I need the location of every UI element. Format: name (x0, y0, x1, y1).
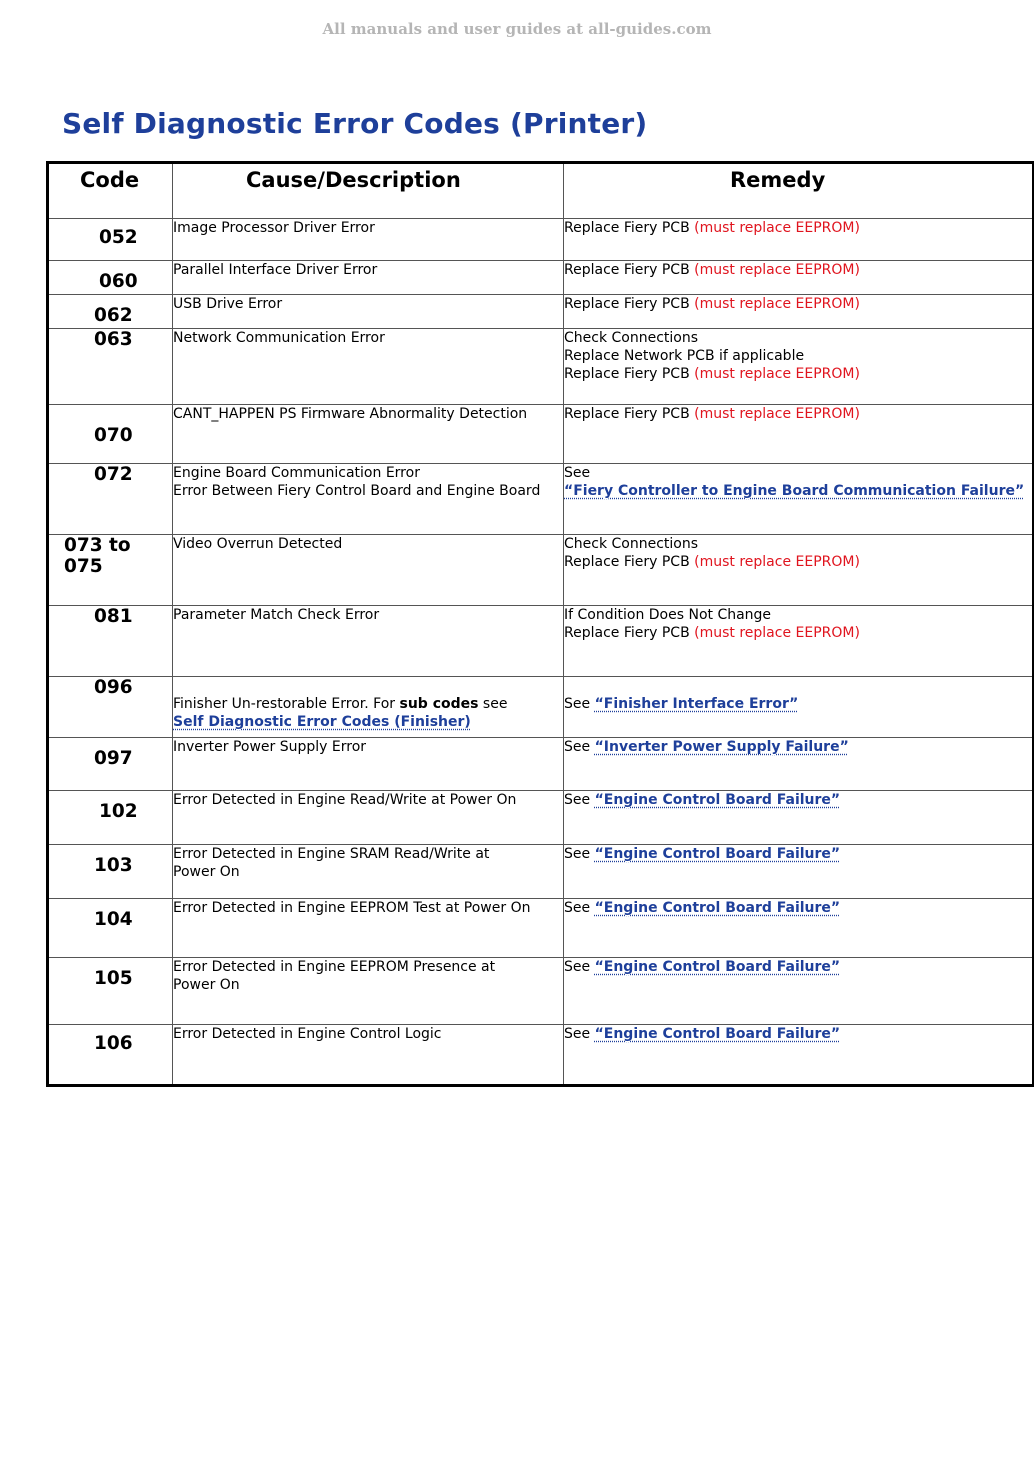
cause-text: Parameter Match Check Error (173, 607, 380, 623)
cause-text: Error Detected in Engine SRAM Read/Write at (173, 846, 490, 862)
remedy-cell (564, 405, 1034, 464)
error-code: 062 (94, 305, 133, 326)
remedy-line (564, 899, 1032, 917)
remedy-note: (must replace EEPROM) (694, 554, 860, 570)
remedy-note: (must replace EEPROM) (694, 220, 860, 236)
remedy-line (564, 405, 1032, 423)
remedy-text: Replace Fiery PCB (564, 366, 690, 382)
cause-cell (173, 329, 564, 405)
remedy-cell (564, 606, 1034, 677)
code-cell (48, 329, 173, 405)
cause-cell (173, 535, 564, 606)
table-row (48, 261, 1034, 295)
remedy-cell (564, 535, 1034, 606)
remedy-text: Check Connections (564, 330, 699, 346)
code-cell (48, 295, 173, 329)
table-row (48, 791, 1034, 845)
remedy-cell (564, 899, 1034, 958)
cause-cell (173, 606, 564, 677)
finisher-codes-link[interactable]: Self Diagnostic Error Codes (Finisher) (173, 714, 471, 730)
cause-text: Error Detected in Engine Read/Write at Power On (173, 792, 517, 808)
remedy-link[interactable]: “Engine Control Board Failure” (594, 1026, 841, 1042)
error-codes-table (46, 161, 1034, 1087)
cause-text: CANT_HAPPEN PS Firmware Abnormality Detection (173, 406, 528, 422)
cause-cell (173, 677, 564, 738)
error-code: 105 (94, 968, 133, 989)
cause-suffix: see (478, 696, 508, 712)
remedy-text: Replace Fiery PCB (564, 262, 690, 278)
cause-bold: sub codes (399, 696, 479, 712)
cause-text: Image Processor Driver Error (173, 220, 375, 236)
cause-cell (173, 845, 564, 899)
error-code: 072 (94, 464, 133, 485)
remedy-line (564, 1025, 1032, 1043)
cause-text: Network Communication Error (173, 330, 385, 346)
remedy-link[interactable]: “Fiery Controller to Engine Board Communication Failure” (564, 483, 1025, 499)
remedy-line (564, 695, 1032, 713)
see-label: See (564, 959, 591, 975)
cause-prefix: Finisher Un-restorable Error. For (173, 696, 400, 712)
cause-cell (173, 899, 564, 958)
remedy-text: Replace Fiery PCB (564, 296, 690, 312)
error-code: 106 (94, 1033, 133, 1054)
table-row (48, 405, 1034, 464)
code-cell (48, 606, 173, 677)
table-row (48, 677, 1034, 738)
error-code: 070 (94, 425, 133, 446)
remedy-cell (564, 329, 1034, 405)
remedy-line (564, 791, 1032, 809)
remedy-text: Replace Fiery PCB (564, 406, 690, 422)
remedy-text: Check Connections (564, 536, 699, 552)
see-label: See (564, 846, 591, 862)
table-row (48, 899, 1034, 958)
table-row (48, 464, 1034, 535)
error-code: 063 (94, 329, 133, 350)
cause-text: USB Drive Error (173, 296, 283, 312)
table-row (48, 295, 1034, 329)
error-code: 102 (99, 801, 138, 822)
cause-cell (173, 791, 564, 845)
cause-text: Parallel Interface Driver Error (173, 262, 378, 278)
cause-text (173, 695, 563, 713)
code-cell (48, 405, 173, 464)
remedy-line (564, 738, 1032, 756)
cause-text: Inverter Power Supply Error (173, 739, 367, 755)
cause-text: Engine Board Communication Error (173, 465, 420, 481)
column-header-cause: Cause/Description (173, 163, 564, 219)
cause-cell (173, 261, 564, 295)
table-row (48, 219, 1034, 261)
code-cell (48, 845, 173, 899)
see-label: See (564, 900, 591, 916)
remedy-cell (564, 1025, 1034, 1086)
table-row (48, 738, 1034, 791)
remedy-cell (564, 791, 1034, 845)
code-cell (48, 464, 173, 535)
cause-cell (173, 738, 564, 791)
see-label: See (564, 465, 591, 481)
code-cell (48, 219, 173, 261)
cause-text: Power On (173, 977, 240, 993)
remedy-link[interactable]: “Engine Control Board Failure” (594, 900, 841, 916)
cause-cell (173, 464, 564, 535)
remedy-line (564, 219, 1032, 237)
cause-cell (173, 1025, 564, 1086)
remedy-line (564, 845, 1032, 863)
table-row (48, 535, 1034, 606)
cause-text: Error Detected in Engine Control Logic (173, 1026, 442, 1042)
remedy-text: Replace Network PCB if applicable (564, 348, 805, 364)
see-label: See (564, 792, 591, 808)
cause-text: Error Detected in Engine EEPROM Presence at (173, 959, 496, 975)
remedy-text: Replace Fiery PCB (564, 220, 690, 236)
remedy-text: If Condition Does Not Change (564, 607, 772, 623)
column-header-code: Code (48, 163, 173, 219)
cause-link-line (173, 713, 563, 731)
remedy-note: (must replace EEPROM) (694, 406, 860, 422)
remedy-cell (564, 219, 1034, 261)
see-label: See (564, 739, 591, 755)
remedy-line (564, 553, 1032, 571)
remedy-line (564, 464, 1032, 482)
cause-text: Video Overrun Detected (173, 536, 343, 552)
table-row (48, 329, 1034, 405)
remedy-link[interactable]: “Engine Control Board Failure” (594, 792, 841, 808)
error-code: 073 to 075 (64, 535, 131, 577)
remedy-cell (564, 845, 1034, 899)
page-title: Self Diagnostic Error Codes (Printer) (62, 107, 648, 140)
error-code: 103 (94, 855, 133, 876)
error-code: 081 (94, 606, 133, 627)
remedy-link[interactable]: “Engine Control Board Failure” (594, 959, 841, 975)
code-cell (48, 899, 173, 958)
remedy-note: (must replace EEPROM) (694, 625, 860, 641)
cause-cell (173, 405, 564, 464)
remedy-text: Replace Fiery PCB (564, 554, 690, 570)
cause-text: Error Between Fiery Control Board and Engine Board (173, 483, 541, 499)
cause-cell (173, 958, 564, 1025)
code-cell (48, 958, 173, 1025)
remedy-note: (must replace EEPROM) (694, 262, 860, 278)
error-code: 052 (99, 227, 138, 248)
remedy-note: (must replace EEPROM) (694, 296, 860, 312)
cause-text: Power On (173, 864, 240, 880)
remedy-link[interactable]: “Inverter Power Supply Failure” (594, 739, 849, 755)
remedy-line (564, 295, 1032, 313)
remedy-link-line (564, 482, 1032, 500)
code-cell (48, 791, 173, 845)
table-header-row (48, 163, 1034, 219)
error-code: 060 (99, 271, 138, 292)
watermark: All manuals and user guides at all-guides.com (322, 20, 712, 38)
code-cell (48, 261, 173, 295)
remedy-cell (564, 464, 1034, 535)
table-row (48, 958, 1034, 1025)
code-cell (48, 738, 173, 791)
remedy-line (564, 261, 1032, 279)
remedy-text: Replace Fiery PCB (564, 625, 690, 641)
table-row (48, 845, 1034, 899)
see-label: See (564, 1026, 591, 1042)
remedy-line (564, 958, 1032, 976)
error-code: 104 (94, 909, 133, 930)
remedy-cell (564, 295, 1034, 329)
table-row (48, 606, 1034, 677)
cause-cell (173, 295, 564, 329)
remedy-link[interactable]: “Finisher Interface Error” (594, 696, 799, 712)
see-label: See (564, 696, 591, 712)
remedy-line (564, 624, 1032, 642)
cause-cell (173, 219, 564, 261)
error-code: 096 (94, 677, 133, 698)
remedy-line (564, 365, 1032, 383)
error-code: 097 (94, 748, 133, 769)
remedy-cell (564, 958, 1034, 1025)
remedy-cell (564, 261, 1034, 295)
remedy-link[interactable]: “Engine Control Board Failure” (594, 846, 841, 862)
code-cell (48, 677, 173, 738)
code-cell (48, 535, 173, 606)
remedy-cell (564, 677, 1034, 738)
column-header-remedy: Remedy (564, 163, 1034, 219)
table-row (48, 1025, 1034, 1086)
code-cell (48, 1025, 173, 1086)
cause-text: Error Detected in Engine EEPROM Test at Power On (173, 900, 531, 916)
remedy-cell (564, 738, 1034, 791)
remedy-note: (must replace EEPROM) (694, 366, 860, 382)
